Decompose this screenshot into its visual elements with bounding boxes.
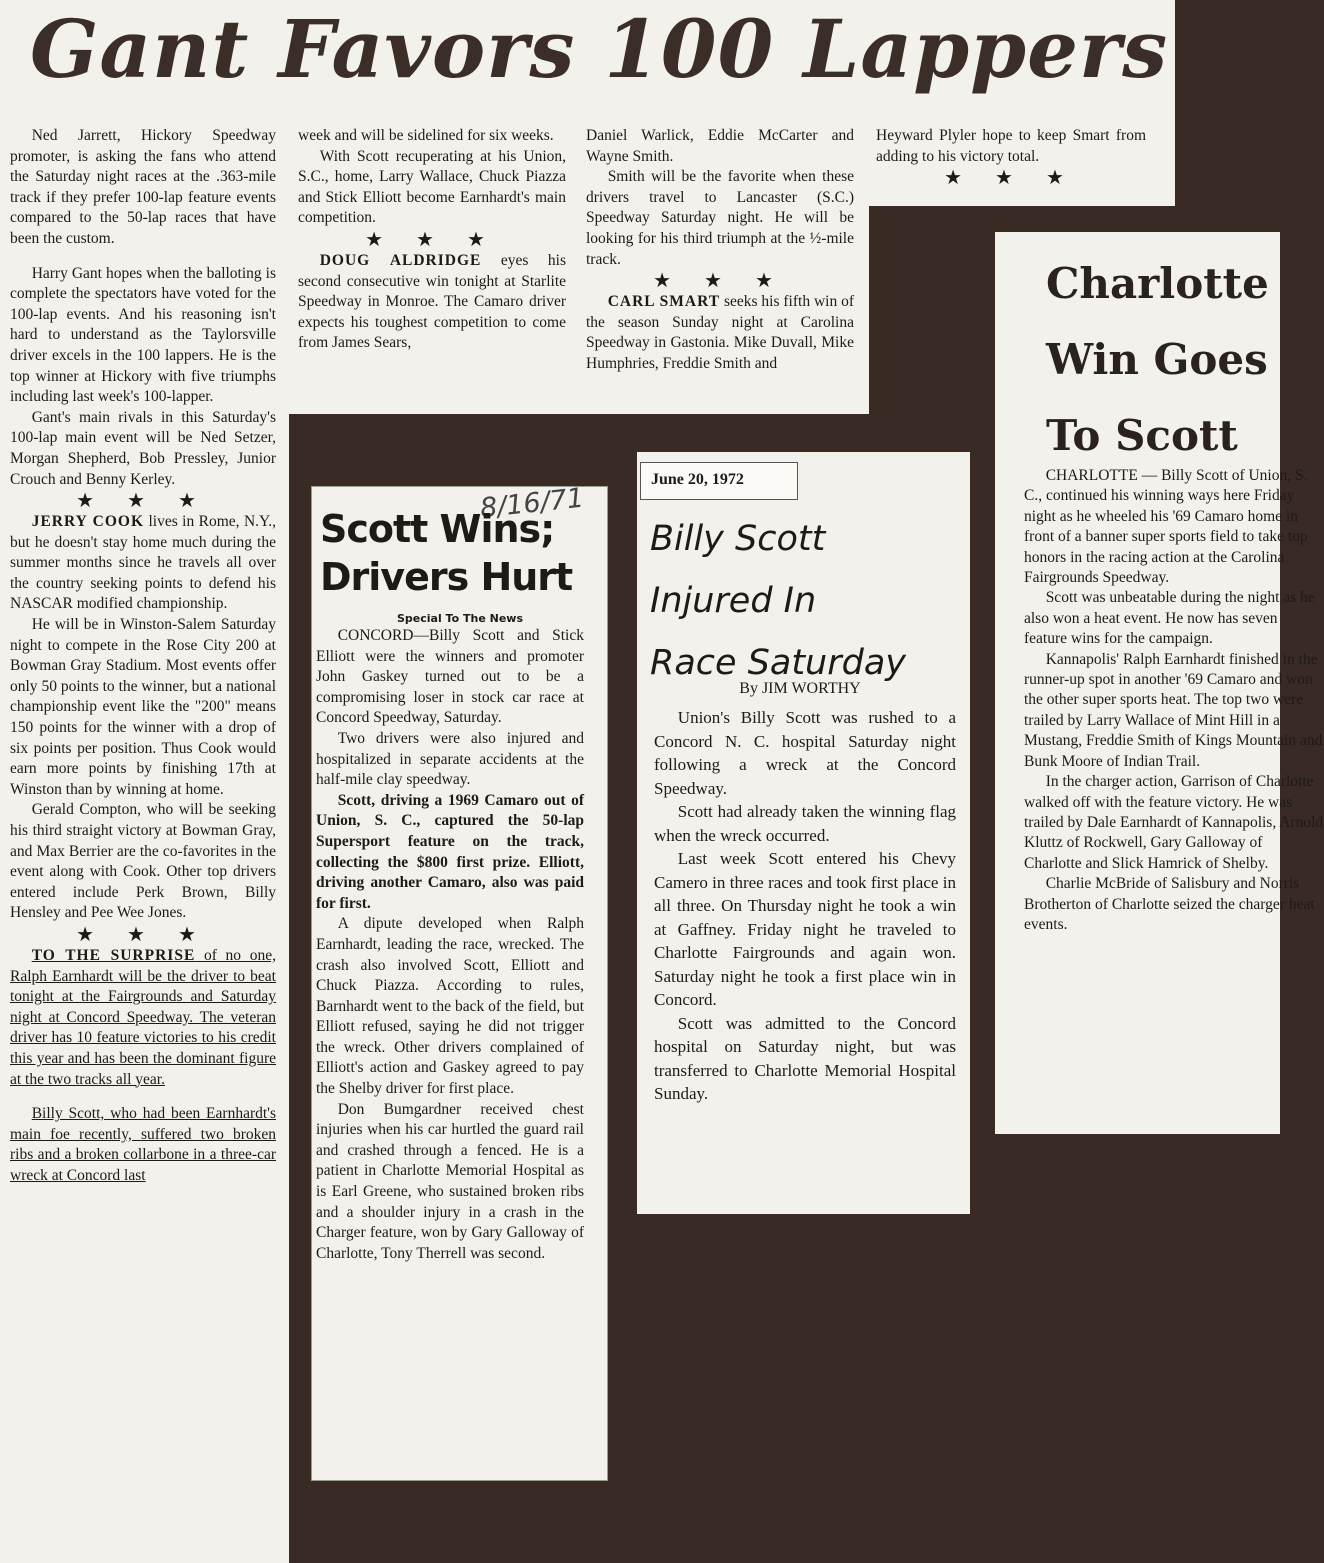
article-paragraph: Don Bumgardner received chest injuries when his car hurtled the guard rail and crashed through a fenced. He is a patient in Charlotte Memorial Hospital as is Earl Greene, who sustained broken ribs and a shoulder injury in a crash in the Charger feature, won by Gary Galloway of Charlotte, Tony Therrell was second. bbox=[316, 1100, 584, 1262]
gant-paragraph: He will be in Winston-Salem Saturday night to compete in the Rose City 200 at Bowman Gray Stadium. Most events offer only 50 points to the winner, but a national championship event like the "200" means 150 points for the winner with a drop of six points per position. Thus Cook would earn more points by finishing 17th at Winston than by winning at home. bbox=[10, 616, 276, 798]
gant-paragraph: With Scott recuperating at his Union, S.C., home, Larry Wallace, Chuck Piazza and Stick Elliott become Earnhardt's main competition. bbox=[298, 147, 566, 227]
headline-line: Billy Scott bbox=[650, 519, 826, 559]
gant-paragraph: week and will be sidelined for six weeks. bbox=[298, 127, 554, 144]
gant-paragraph: Daniel Warlick, Eddie McCarter and Wayne Smith. bbox=[586, 127, 854, 165]
section-lead: DOUG ALDRIDGE bbox=[319, 251, 482, 269]
article-paragraph: In the charger action, Garrison of Charlotte walked off with the feature victory. He was trailed by Dale Earnhardt of Kannapolis, Arnold Kluttz of Rockwell, Gary Galloway of Charlotte and Slick Hamrick of Shelby. bbox=[1024, 773, 1324, 872]
headline-line: Scott Wins; bbox=[320, 507, 555, 551]
section-lead: CARL SMART bbox=[607, 293, 721, 311]
gant-paragraph: Gerald Compton, who will be seeking his third straight victory at Bowman Gray, and Max Berrier are the co-favorites in the event along with Cook. Other top drivers entered include Perk Brown, Billy Hensley and Pee Wee Jones. bbox=[10, 801, 276, 922]
gant-paragraph: Gant's main rivals in this Saturday's 100-lap main event will be Ned Setzer, Morgan Shepherd, Bob Pressley, Junior Crouch and Benny Kerley. bbox=[10, 408, 276, 488]
headline-line: Race Saturday bbox=[650, 643, 907, 683]
headline-line: Drivers Hurt bbox=[320, 555, 573, 599]
handwritten-date: 8/16/71 bbox=[478, 482, 586, 525]
gant-paragraph: seeks his fifth win of the season Sunday night at Carolina Speedway in Gastonia. Mike Duvall, Mike Humphries, Freddie Smith and bbox=[586, 293, 855, 372]
gant-column-3 bbox=[586, 126, 854, 375]
gant-column-4 bbox=[876, 126, 1146, 189]
gant-paragraph: of no one, Ralph Earnhardt will be the driver to beat tonight at the Fairgrounds and Saturday night at Concord Speedway. The veteran driver has 10 feature victories to his credit this year and has been the dominant figure at the two tracks all year. bbox=[10, 946, 276, 1088]
article-paragraph: CONCORD—Billy Scott and Stick Elliott were the winners and promoter John Gaskey turned out to be a compromising loser in stock car race at Concord Speedway, Saturday. bbox=[316, 627, 584, 727]
gant-column-2 bbox=[298, 126, 566, 354]
gant-paragraph: eyes his second consecutive win tonight at Starlite Speedway in Monroe. The Camaro driver expects his toughest competition to come from James Sears, bbox=[298, 251, 566, 352]
gant-paragraph: Heyward Plyler hope to keep Smart from adding to his victory total. bbox=[876, 127, 1146, 165]
scott-wins-body bbox=[316, 626, 584, 1264]
scott-wins-headline bbox=[320, 505, 600, 601]
headline-line: Charlotte bbox=[1046, 259, 1269, 308]
billy-scott-byline: By JIM WORTHY bbox=[739, 680, 861, 697]
article-paragraph: Union's Billy Scott was rushed to a Concord N. C. hospital Saturday night following a wreck at the Concord Speedway. bbox=[654, 708, 956, 798]
charlotte-body bbox=[1024, 466, 1324, 935]
article-paragraph: Scott had already taken the winning flag when the wreck occurred. bbox=[654, 802, 956, 845]
article-paragraph: Two drivers were also injured and hospitalized in separate accidents at the half-mile clay speedway. bbox=[316, 729, 584, 789]
article-paragraph: A dipute developed when Ralph Earnhardt, leading the race, wrecked. The crash also involved Scott, Elliott and Chuck Piazza. According to rules, Barnhardt went to the back of the field, but Elliott refused, saying he did not trigger the wreck. Other drivers complained of Elliott's action and Gaskey agreed to pay the Shelby driver for first place. bbox=[316, 915, 584, 1098]
section-stars: ★ ★ ★ bbox=[76, 923, 210, 946]
headline-line: To Scott bbox=[1046, 411, 1238, 460]
headline-line: Injured In bbox=[650, 581, 817, 621]
section-stars: ★ ★ ★ bbox=[944, 167, 1078, 190]
article-paragraph: Scott was unbeatable during the night as he also won a heat event. He now has seven feature wins for the campaign. bbox=[1024, 589, 1315, 648]
gant-column-1 bbox=[10, 126, 276, 1187]
billy-scott-date: June 20, 1972 bbox=[651, 471, 744, 488]
article-paragraph: Kannapolis' Ralph Earnhardt finished in the runner-up spot in another '69 Camaro and won the other super sports heat. The top two were trailed by Larry Wallace of Mint Hill in a Mustang, Freddie Smith of Kings Mountain and Bunk Moore of Indian Trail. bbox=[1024, 650, 1323, 770]
gant-paragraph: Ned Jarrett, Hickory Speedway promoter, is asking the fans who attend the Saturday night races at the .363-mile track if they prefer 100-lap feature events compared to the 50-lap races that have been the custom. bbox=[10, 127, 276, 247]
section-stars: ★ ★ ★ bbox=[365, 228, 499, 251]
gant-paragraph: Harry Gant hopes when the balloting is complete the spectators have voted for the 100-lap events. And his reasoning isn't hard to understand as the Taylorsville driver excels in the 100 lappers. He is the top winner at Hickory with five triumphs including last week's 100-lapper. bbox=[10, 264, 276, 406]
billy-scott-headline bbox=[650, 508, 960, 694]
section-lead: TO THE SURPRISE bbox=[31, 946, 196, 964]
article-paragraph: Charlie McBride of Salisbury and Norris Brotherton of Charlotte seized the charger heat events. bbox=[1024, 875, 1315, 933]
headline-line: Win Goes bbox=[1046, 335, 1268, 384]
section-stars: ★ ★ ★ bbox=[76, 490, 210, 513]
gant-headline: Gant Favors 100 Lappers bbox=[30, 2, 1169, 96]
article-paragraph: Scott, driving a 1969 Camaro out of Union, S. C., captured the 50-lap Supersport feature on the track, collecting the $800 first prize. Elliott, driving another Camaro, also was paid for first. bbox=[316, 791, 584, 912]
scott-wins-credit: Special To The News bbox=[396, 612, 523, 625]
billy-scott-body bbox=[654, 706, 956, 1106]
section-lead: JERRY COOK bbox=[31, 513, 145, 531]
gant-paragraph: Smith will be the favorite when these drivers travel to Lancaster (S.C.) Speedway Saturday night. He will be looking for his third triumph at the ½-mile track. bbox=[586, 168, 854, 268]
gant-paragraph: Billy Scott, who had been Earnhardt's main foe recently, suffered two broken ribs and a broken collarbone in a three-car wreck at Concord last bbox=[10, 1105, 276, 1184]
charlotte-headline bbox=[1046, 246, 1306, 474]
section-stars: ★ ★ ★ bbox=[653, 270, 787, 293]
article-paragraph: Last week Scott entered his Chevy Camero in three races and took first place in all three. On Thursday night he took a win at Gaffney. Friday night he traveled to Charlotte Fairgrounds and again won. Saturday night he took a first place win in Concord. bbox=[654, 849, 956, 1009]
article-paragraph: Scott was admitted to the Concord hospital on Saturday night, but was transferred to Charlotte Memorial Hospital Sunday. bbox=[654, 1013, 956, 1103]
article-paragraph: CHARLOTTE — Billy Scott of Union, S. C., continued his winning ways here Friday night as he wheeled his '69 Camaro home in front of a banner super sports field to take top honors in the racing action at the Carolina Fairgrounds Speedway. bbox=[1024, 467, 1308, 587]
gant-paragraph: lives in Rome, N.Y., but he doesn't stay home much during the summer months since he travels all over the country seeking points to defend his NASCAR modified championship. bbox=[10, 513, 276, 613]
